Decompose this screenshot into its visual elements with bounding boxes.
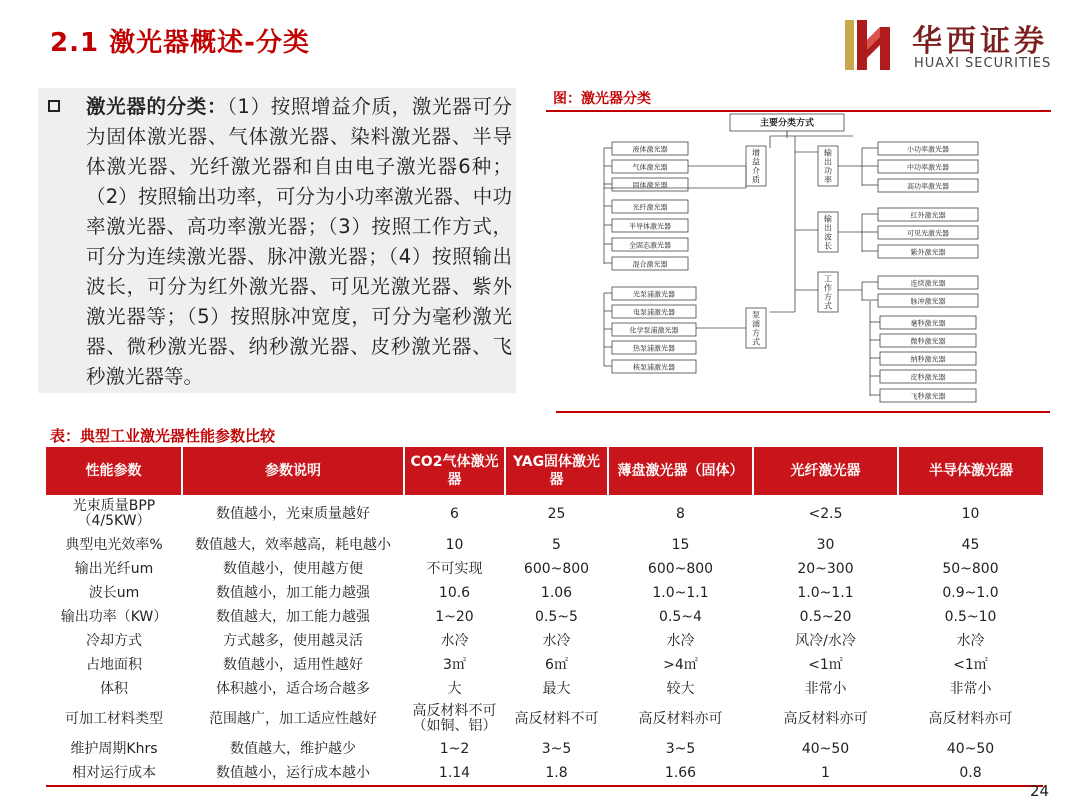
table-cell: 8 (676, 505, 685, 522)
group-power-char: 输 (824, 148, 832, 158)
pump-item-2-label: 化学泵浦激光器 (629, 326, 679, 335)
pulse-item-1-label: 微秒激光器 (910, 337, 946, 346)
table-cell: 方式越多，使用越灵活 (223, 632, 363, 649)
table-cell: 水冷 (440, 632, 469, 649)
laser-classification-diagram (600, 112, 1000, 410)
table-cell: 30 (816, 536, 835, 553)
table-cell: >4㎡ (663, 656, 698, 673)
table-cell: 非常小 (804, 680, 847, 697)
group-wavelength-char: 长 (824, 241, 832, 251)
table-cell: 维护周期Khrs (70, 740, 158, 757)
group-pump-char: 式 (752, 337, 760, 347)
table-cell: 1 (753, 761, 898, 786)
group-gain-char: 介 (752, 166, 760, 176)
header-disk: 薄盘激光器（固体） (608, 447, 753, 495)
intro-paragraph (86, 92, 512, 392)
table-cell: 波长um (88, 584, 140, 601)
group-gain-char: 益 (752, 157, 760, 167)
table-cell: 高反材料不可（如铜、铝） (412, 703, 497, 734)
table-cell: 1~2 (439, 740, 470, 757)
pump-item-3-label: 热泵浦激光器 (633, 344, 675, 353)
table-cell: 占地面积 (86, 656, 142, 673)
table-row (46, 677, 1043, 701)
pump-item-4-label: 核泵浦激光器 (633, 363, 675, 372)
table-cell: 1.66 (608, 761, 753, 786)
table-cell: 高反材料不可 (514, 710, 599, 727)
power-item-0-label: 小功率激光器 (907, 145, 949, 154)
table-row (46, 533, 1043, 557)
gain-item-6-label: 混合激光器 (632, 260, 668, 269)
table-cell: 1.0~1.1 (797, 584, 854, 601)
wavelength-item-2-label: 紫外激光器 (910, 248, 946, 257)
table-cell: 0.5~4 (659, 608, 702, 625)
header-yag: YAG固体激光器 (505, 447, 608, 495)
group-pump-char: 泵 (752, 310, 760, 320)
table-cell: 45 (961, 536, 980, 553)
table-cell: 1.06 (540, 584, 573, 601)
group-wavelength-char: 出 (824, 223, 832, 233)
table-cell: 数值越小，适用性越好 (223, 656, 363, 673)
table-cell: 3㎡ (443, 656, 466, 673)
table-cell: 范围越广，加工适应性越好 (209, 710, 377, 727)
table-cell: 光束质量BPP（4/5KW） (72, 498, 156, 529)
bullet-square-icon (48, 100, 60, 112)
table-cell: 0.8 (898, 761, 1043, 786)
gain-item-5-label: 全固态激光器 (629, 241, 671, 250)
header-co2: CO2气体激光器 (404, 447, 505, 495)
table-cell: 输出光纤um (74, 560, 154, 577)
header-fiber: 光纤激光器 (753, 447, 898, 495)
table-cell: 10.6 (438, 584, 471, 601)
table-cell: 5 (552, 536, 561, 553)
gain-item-1-label: 气体激光器 (632, 163, 668, 172)
table-cell: 3~5 (541, 740, 572, 757)
table-cell: 600~800 (523, 560, 590, 577)
table-cell: 数值越大，效率越高，耗电越小 (195, 536, 391, 553)
figure-caption: 图：激光器分类 (553, 91, 651, 107)
wavelength-item-1-label: 可见光激光器 (907, 229, 949, 238)
table-cell: 6㎡ (545, 656, 568, 673)
table-cell: 数值越大，维护越少 (230, 740, 356, 757)
group-pump-char: 浦 (752, 319, 760, 329)
figure-divider-bottom (556, 411, 1050, 413)
table-row (46, 605, 1043, 629)
table-row (46, 495, 1043, 533)
logo-english-name: HUAXI SECURITIES (914, 56, 1052, 71)
table-cell: 1.14 (404, 761, 505, 786)
table-cell: <1㎡ (808, 656, 843, 673)
pump-item-0-label: 光泵浦激光器 (633, 290, 675, 299)
table-cell: 0.5~5 (535, 608, 578, 625)
table-cell: 数值越大，加工能力越强 (216, 608, 370, 625)
table-cell: 数值越小，运行成本越小 (182, 761, 404, 786)
group-mode-char: 式 (824, 301, 832, 311)
logo-chinese-name: 华西证券 (912, 24, 1048, 59)
group-gain-char: 增 (752, 148, 760, 158)
group-mode-char: 作 (824, 283, 832, 293)
table-cell: <1㎡ (953, 656, 988, 673)
table-row (46, 701, 1043, 737)
table-cell: 冷却方式 (86, 632, 142, 649)
table-cell: 0.9~1.0 (942, 584, 999, 601)
table-cell: 数值越小，使用越方便 (223, 560, 363, 577)
table-cell: 大 (447, 680, 462, 697)
table-cell: 6 (450, 505, 459, 522)
table-cell: 水冷 (542, 632, 571, 649)
table-cell: 数值越小，加工能力越强 (216, 584, 370, 601)
table-cell: 水冷 (956, 632, 985, 649)
power-item-1-label: 中功率激光器 (907, 163, 949, 172)
table-cell: 10 (961, 505, 980, 522)
group-power-char: 出 (824, 157, 832, 167)
table-cell: 0.5~10 (944, 608, 997, 625)
table-cell: 25 (547, 505, 566, 522)
mode-item-1-label: 脉冲激光器 (910, 297, 946, 306)
table-caption: 表：典型工业激光器性能参数比较 (50, 427, 276, 445)
group-power-char: 功 (824, 166, 832, 176)
table-cell: 相对运行成本 (46, 761, 182, 786)
page-title: 2.1 激光器概述-分类 (50, 28, 310, 58)
group-mode-char: 方 (824, 292, 832, 302)
group-wavelength-char: 输 (824, 214, 832, 224)
table-cell: 1~20 (435, 608, 474, 625)
table-row (46, 581, 1043, 605)
table-cell: 体积越小，适合场合越多 (216, 680, 370, 697)
group-mode-char: 工 (824, 274, 832, 284)
table-cell: 非常小 (949, 680, 992, 697)
page-number: 24 (1030, 782, 1050, 800)
header-diode: 半导体激光器 (898, 447, 1043, 495)
group-power-char: 率 (824, 175, 832, 185)
table-cell: 1.8 (505, 761, 608, 786)
gain-item-4-label: 半导体激光器 (629, 222, 671, 231)
table-row (46, 629, 1043, 653)
table-cell: 600~800 (647, 560, 714, 577)
gain-item-2-label: 固体激光器 (632, 181, 668, 190)
table-cell: 较大 (666, 680, 695, 697)
pulse-item-0-label: 毫秒激光器 (910, 319, 946, 328)
table-cell: 输出功率（KW） (60, 608, 168, 625)
table-cell: <2.5 (808, 505, 843, 522)
table-cell: 数值越小，光束质量越好 (216, 505, 370, 522)
wavelength-item-0-label: 红外激光器 (910, 211, 946, 220)
intro-text: （1）按照增益介质，激光器可分为固体激光器、气体激光器、染料激光器、半导体激光器、光纤激光器和自由电子激光器6种；（2）按照输出功率，可分为小功率激光器、中功率激光器、高功率激光器；（3）按照工作方式，可分为连续激光器、脉冲激光器；（4）按照输出波长，可分为红外激光器、可见光激光器、紫外激光器等；（5）按照脉冲宽度，可分为毫秒激光器、微秒激光器、纳秒激光器、皮秒激光器、飞秒激光器等。 (86, 95, 512, 388)
table-cell: 1.0~1.1 (652, 584, 709, 601)
group-pump-char: 方 (752, 328, 760, 338)
table-cell: 高反材料亦可 (928, 710, 1013, 727)
intro-label: 激光器的分类： (86, 95, 228, 118)
header-desc: 参数说明 (182, 447, 404, 495)
table-row (46, 653, 1043, 677)
table-cell: 风冷/水冷 (795, 632, 856, 649)
table-cell: 15 (671, 536, 690, 553)
gain-item-0-label: 液体激光器 (632, 145, 668, 154)
group-wavelength-char: 波 (824, 232, 832, 242)
table-cell: 不可实现 (426, 560, 483, 577)
table-row (46, 737, 1043, 761)
table-cell: 3~5 (665, 740, 696, 757)
table-cell: 可加工材料类型 (65, 710, 163, 727)
pulse-item-3-label: 皮秒激光器 (910, 373, 946, 382)
laser-spec-table (46, 447, 1043, 787)
pump-item-1-label: 电泵浦激光器 (633, 308, 675, 317)
group-gain-char: 质 (752, 175, 760, 185)
table-header-row (46, 447, 1043, 495)
table-cell: 最大 (542, 680, 571, 697)
table-cell: 水冷 (666, 632, 695, 649)
header-param: 性能参数 (46, 447, 182, 495)
mode-item-0-label: 连续激光器 (910, 279, 946, 288)
table-cell: 高反材料亦可 (783, 710, 868, 727)
table-cell: 高反材料亦可 (638, 710, 723, 727)
pulse-item-2-label: 纳秒激光器 (910, 355, 946, 364)
table-cell: 典型电光效率% (65, 536, 163, 553)
table-cell: 10 (445, 536, 464, 553)
table-cell: 20~300 (797, 560, 854, 577)
root-node-label: 主要分类方式 (759, 118, 815, 129)
table-row (46, 761, 1043, 786)
table-cell: 50~800 (942, 560, 999, 577)
table-cell: 体积 (100, 680, 128, 697)
gain-item-3-label: 光纤激光器 (632, 203, 668, 212)
table-row (46, 557, 1043, 581)
table-cell: 0.5~20 (799, 608, 852, 625)
pulse-item-4-label: 飞秒激光器 (910, 392, 946, 401)
power-item-2-label: 高功率激光器 (907, 182, 949, 191)
table-cell: 40~50 (946, 740, 995, 757)
table-cell: 40~50 (801, 740, 850, 757)
